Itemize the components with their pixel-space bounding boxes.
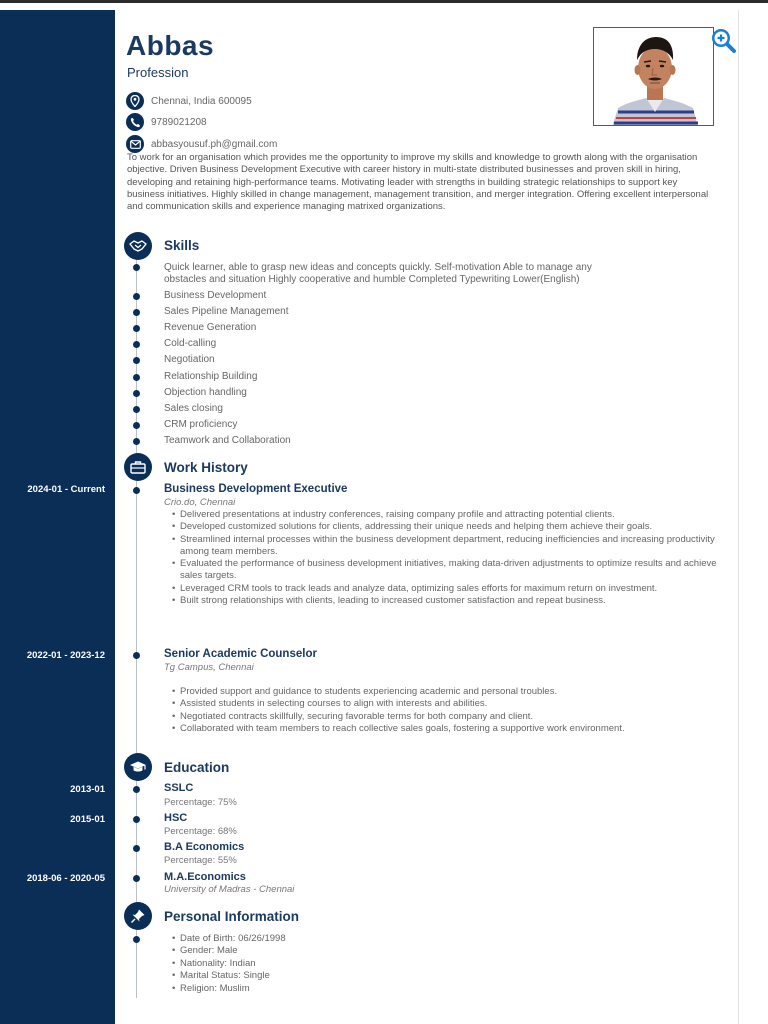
personal-info-item: • Gender: Male — [172, 945, 717, 957]
personal-info-item: • Religion: Muslim — [172, 983, 717, 995]
skill-item: Objection handling — [164, 387, 247, 398]
work-history-heading: Work History — [164, 460, 248, 475]
skill-item: Cold-calling — [164, 338, 217, 349]
job-bullet: • Provided support and guidance to students experiencing academic and personal troubles. — [172, 686, 717, 698]
skill-item: CRM proficiency — [164, 419, 238, 430]
timeline-dot — [133, 422, 140, 429]
skill-item: Sales Pipeline Management — [164, 306, 289, 317]
candidate-name: Abbas — [126, 30, 215, 61]
personal-info-item: • Marital Status: Single — [172, 970, 717, 982]
timeline-line — [136, 258, 137, 998]
timeline-dot — [133, 406, 140, 413]
job-employer: Tg Campus, Chennai — [164, 662, 254, 673]
timeline-dot — [133, 438, 140, 445]
skill-item: Negotiation — [164, 354, 215, 365]
personal-info-heading: Personal Information — [164, 909, 300, 924]
briefcase-icon — [124, 453, 152, 481]
skills-heading: Skills — [164, 238, 200, 253]
timeline-dot — [133, 293, 140, 300]
location-pin-icon — [126, 92, 144, 110]
edu-detail: Percentage: 75% — [164, 797, 237, 808]
edu-date: 2013-01 — [70, 784, 105, 795]
timeline-dot — [133, 309, 140, 316]
timeline-dot — [133, 816, 140, 823]
timeline-dot — [133, 341, 140, 348]
pushpin-icon — [124, 902, 152, 930]
edu-detail: Percentage: 68% — [164, 826, 237, 837]
timeline-dot — [133, 390, 140, 397]
job-bullet: • Assisted students in selecting courses to align with interests and abilities. — [172, 698, 717, 710]
contact-location — [126, 91, 252, 111]
graduation-cap-icon — [124, 753, 152, 781]
timeline-dot — [133, 936, 140, 943]
phone-icon — [126, 113, 144, 131]
timeline-dot — [133, 875, 140, 882]
job-title: Business Development Executive — [164, 483, 348, 495]
skill-item: Relationship Building — [164, 371, 258, 382]
timeline-dot — [133, 845, 140, 852]
job-title: Senior Academic Counselor — [164, 648, 317, 660]
skill-item: Teamwork and Collaboration — [164, 435, 291, 446]
skill-item: Revenue Generation — [164, 322, 257, 333]
job-bullet: • Delivered presentations at industry conferences, raising company profile and attracting potential clients. — [172, 509, 717, 521]
edu-detail: Percentage: 55% — [164, 855, 237, 866]
edu-date: 2015-01 — [70, 814, 105, 825]
timeline-dot — [133, 357, 140, 364]
zoom-in-icon[interactable] — [707, 27, 741, 55]
edu-degree: SSLC — [164, 782, 194, 794]
job-bullet: • Streamlined internal processes within the business development department, reducing inefficiencies and increasing productivity among team members. — [172, 534, 717, 559]
job-bullet: • Developed customized solutions for clients, addressing their unique needs and helping them achieve their goals. — [172, 521, 717, 533]
phone-link[interactable]: 9789021208 — [151, 116, 207, 128]
edu-degree: B.A Economics — [164, 841, 245, 853]
timeline-dot — [133, 374, 140, 381]
job-bullets — [172, 509, 717, 607]
edu-detail: University of Madras - Chennai — [164, 884, 295, 895]
profile-photo — [593, 27, 714, 126]
job-bullet: • Built strong relationships with clients, leading to increased customer satisfaction and repeat business. — [172, 595, 717, 607]
email-icon — [126, 135, 144, 153]
contact-email — [126, 134, 277, 154]
skills-intro — [164, 262, 592, 287]
edu-degree: M.A.Economics — [164, 871, 246, 883]
edu-degree: HSC — [164, 812, 188, 824]
skill-item: Business Development — [164, 290, 267, 301]
job-date: 2022-01 - 2023-12 — [26, 650, 105, 661]
personal-info-item: • Date of Birth: 06/26/1998 — [172, 933, 717, 945]
education-heading: Education — [164, 760, 230, 775]
job-bullet: • Negotiated contracts skillfully, securing favorable terms for both company and client. — [172, 711, 717, 723]
email-link[interactable]: abbasyousuf.ph@gmail.com — [151, 138, 278, 150]
skill-item: Sales closing — [164, 403, 223, 414]
skills-intro-line: obstacles and situation Highly cooperative and humble Completed Typewriting Lower(English) — [164, 274, 580, 286]
profession-label: Profession — [127, 65, 189, 80]
job-bullet: • Leveraged CRM tools to track leads and analyze data, optimizing sales efforts for maximum return on investment. — [172, 583, 717, 595]
timeline-dot — [133, 264, 140, 271]
professional-summary: To work for an organisation which provides me the opportunity to improve my skills and knowledge to growth along with the organisation objective. Driven Business Development Executive with career history in multi-state distributed businesses and proven skill in hiring, developing and retaining high-performance teams. Motivating leader with strengths in building strategic relationships to support key business initiatives. Highly skilled in change management, management transition, and merger integration. Offering excellent interpersonal and communication skills and experience managing matrixed organizations. — [127, 152, 709, 213]
job-bullet: • Collaborated with team members to reach collective sales goals, fostering a supportive work environment. — [172, 723, 717, 735]
job-employer: Crio.do, Chennai — [164, 497, 236, 508]
personal-info-item: • Nationality: Indian — [172, 958, 717, 970]
job-date: 2024-01 - Current — [27, 484, 105, 495]
left-sidebar — [0, 10, 115, 1024]
contact-phone — [126, 112, 207, 132]
location-text: Chennai, India 600095 — [151, 95, 252, 107]
timeline-dot — [133, 325, 140, 332]
timeline-dot — [133, 652, 140, 659]
personal-info-list — [172, 933, 717, 995]
page-edge — [738, 10, 739, 1024]
timeline-dot — [133, 487, 140, 494]
top-border — [0, 0, 768, 3]
job-bullet: • Evaluated the performance of business development initiatives, making data-driven adjustments to optimize results and achieve sales targets. — [172, 558, 717, 583]
skills-intro-line: Quick learner, able to grasp new ideas and concepts quickly. Self-motivation Able to manage any — [164, 262, 592, 273]
handshake-icon — [124, 232, 152, 260]
job-bullets — [172, 686, 717, 735]
timeline-dot — [133, 786, 140, 793]
edu-date: 2018-06 - 2020-05 — [26, 873, 105, 884]
